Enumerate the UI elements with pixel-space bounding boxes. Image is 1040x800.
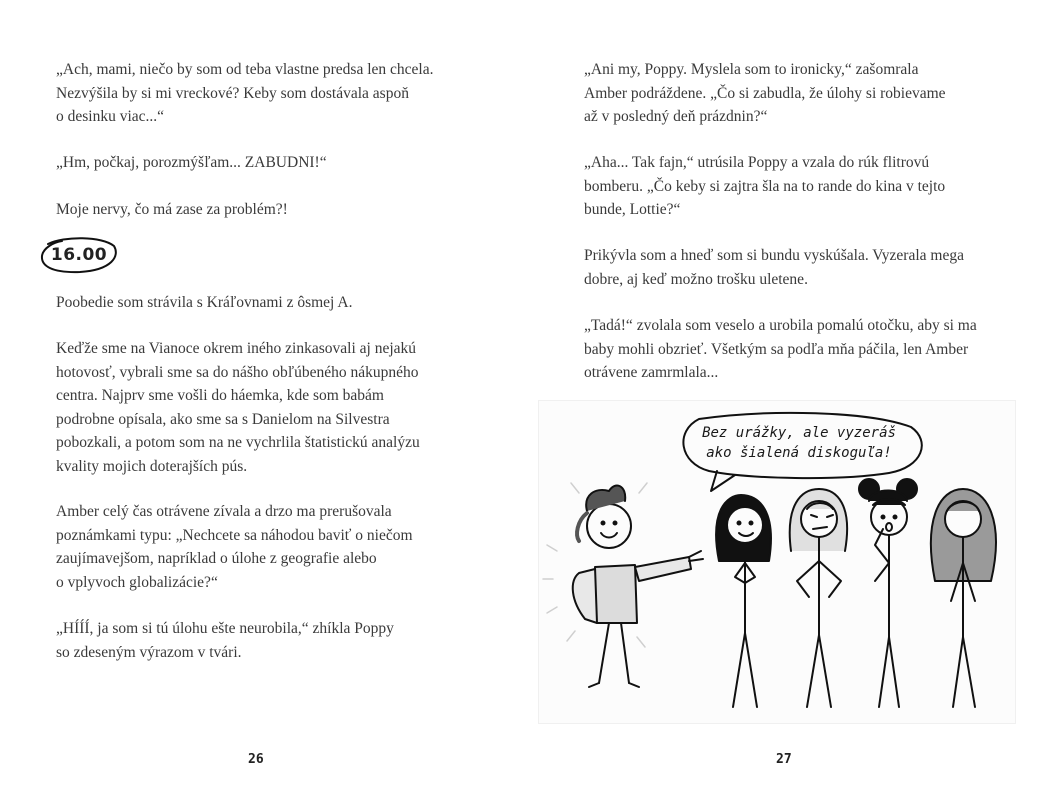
paragraph: „Aha... Tak fajn,“ utrúsila Poppy a vzala do rúk flitrovú bomberu. „Čo keby si zajtra šla na to rande do kina v tejto bunde, Lottie?“ [584, 154, 946, 218]
paragraph: Keďže sme na Vianoce okrem iného zinkasovali aj nejakú hotovosť, vybrali sme sa do nášho obľúbeného nákupného centra. Najprv sme vošli do háemka, kde som babám podrobne opísala, ako sme sa s Danielom na Silvestra pobozkali, a potom som na ne vychrlila štatistickú analýzu kvality mojich doterajších pús. [56, 340, 420, 475]
page-number: 26 [248, 752, 264, 767]
stick-figure-illustration [538, 400, 1016, 724]
paragraph: Prikývla som a hneď som si bundu vyskúšala. Vyzerala mega dobre, aj keď možno trošku uletene. [584, 247, 964, 288]
paragraph: „Ani my, Poppy. Myslela som to ironicky,“ zašomrala Amber podráždene. „Čo si zabudla, že úlohy si robievame až v posledný deň prázdnin?“ [584, 61, 946, 125]
right-page [520, 0, 1040, 800]
speech-bubble-text: Bez urážky, ale vyzeráš ako šialená diskoguľa! [702, 425, 896, 461]
paragraph: Poobedie som strávila s Kráľovnami z ôsmej A. [56, 294, 353, 311]
paragraph: „Tadá!“ zvolala som veselo a urobila pomalú otočku, aby si ma baby mohli obzrieť. Všetkým sa podľa mňa páčila, len Amber otrávene zamrmlala... [584, 317, 977, 381]
paragraph: Amber celý čas otrávene zívala a drzo ma prerušovala poznámkami typu: „Nechcete sa náhodou baviť o niečom zaujímavejšom, napríklad o úlohe z geografie alebo o vplyvoch globalizácie?“ [56, 503, 413, 591]
paragraph: „HÍÍÍ, ja som si tú úlohu ešte neurobila,“ zhíkla Poppy so zdeseným výrazom v tvári. [56, 620, 394, 661]
time-badge [40, 236, 118, 274]
page-number: 27 [776, 752, 792, 767]
paragraph: „Ach, mami, niečo by som od teba vlastne predsa len chcela. Nezvýšila by si mi vreckové? Keby som dostávala aspoň o desinku viac...“ [56, 61, 434, 125]
paragraph: „Hm, počkaj, porozmýšľam... ZABUDNI!“ [56, 154, 327, 171]
time-label: 16.00 [50, 245, 108, 265]
paragraph: Moje nervy, čo má zase za problém?! [56, 201, 288, 218]
